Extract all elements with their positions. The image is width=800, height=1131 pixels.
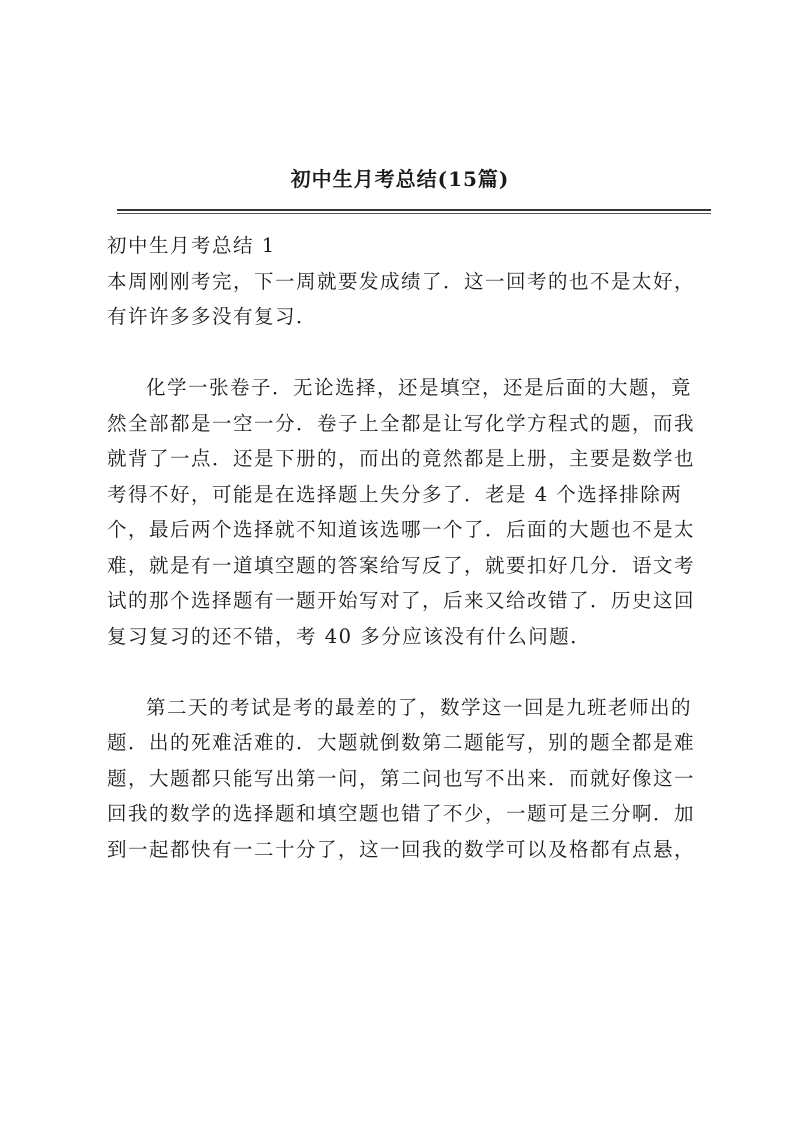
title-divider-thick	[117, 209, 711, 211]
paragraph-spacer	[107, 335, 711, 371]
title-divider-thin	[117, 213, 711, 214]
section-heading: 初中生月考总结 1	[107, 234, 276, 257]
document-body	[107, 228, 711, 867]
paragraph-1: 本周刚刚考完，下一周就要发成绩了．这一回考的也不是太好，有许许多多没有复习．	[107, 269, 696, 328]
paragraph-2: 化学一张卷子．无论选择，还是填空，还是后面的大题，竟然全部都是一空一分．卷子上全都是让写化学方程式的题，而我就背了一点．还是下册的，而出的竟然都是上册，主要是数学也考得不好，可能是在选择题上失分多了．老是 4 个选择排除两个，最后两个选择就不知道该选哪一个了．后面的大题也不是太难，就是有一道填空题的答案给写反了，就要扣好几分．语文考试的那个选择题有一题开始写对了，后来又给改错了．历史这回复习复习的还不错，考 40 多分应该没有什么问题．	[107, 376, 696, 648]
paragraph-spacer	[107, 654, 711, 690]
document-title: 初中生月考总结(15篇)	[290, 167, 510, 191]
paragraph-3: 第二天的考试是考的最差的了，数学这一回是九班老师出的题．出的死难活难的．大题就倒数第二题能写，别的题全都是难题，大题都只能写出第一问，第二问也写不出来．而就好像这一回我的数学的选择题和填空题也错了不少，一题可是三分啊．加到一起都快有一二十分了，这一回我的数学可以及格都有点悬，	[107, 695, 696, 861]
